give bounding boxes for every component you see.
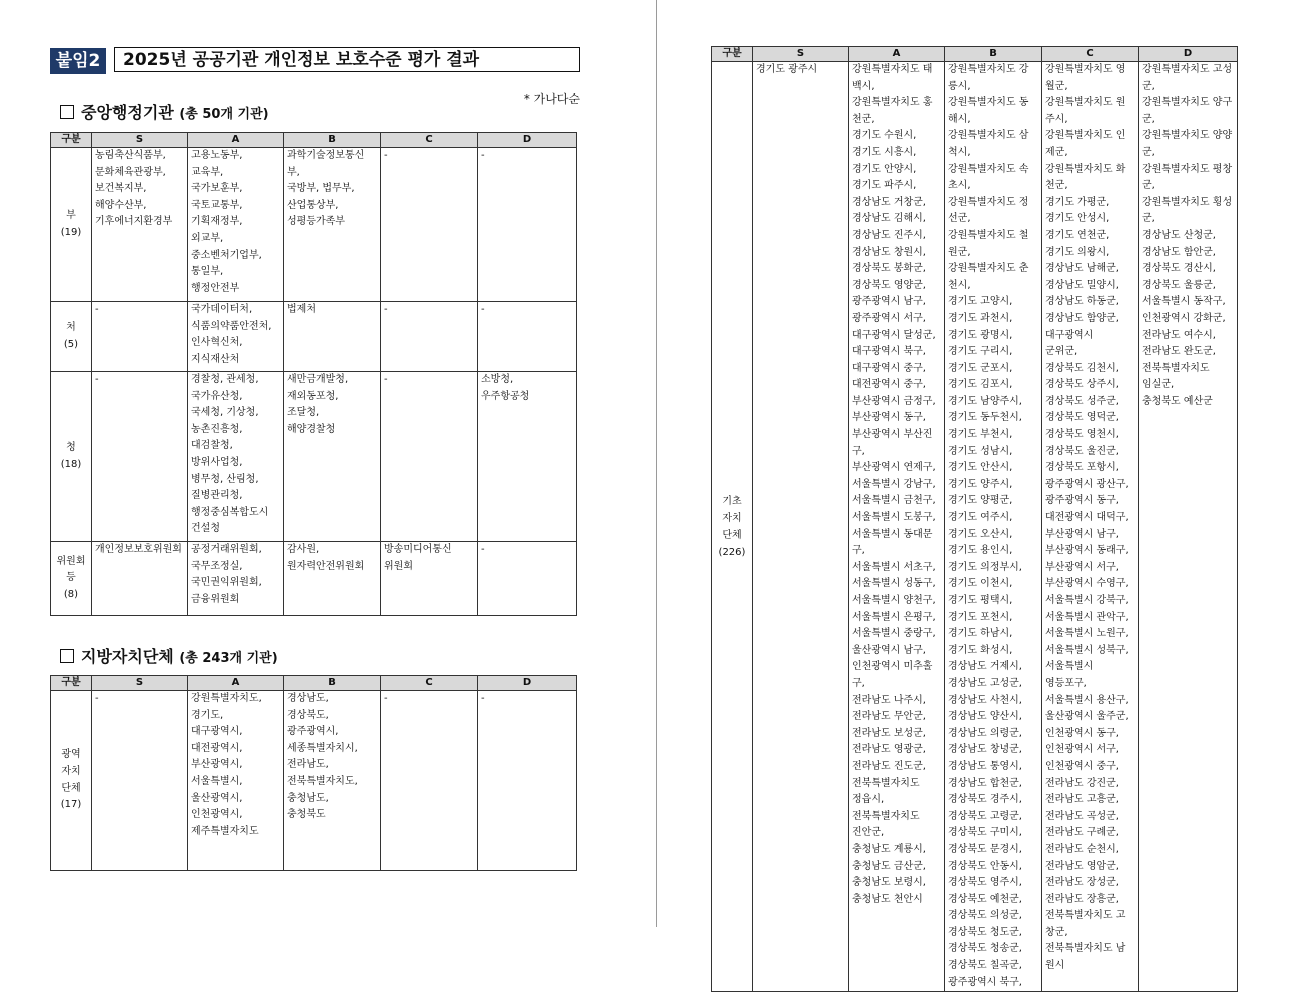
sort-note: * 가나다순: [523, 92, 580, 106]
grade-c-cell: -: [381, 148, 478, 302]
header-cell: 구분: [51, 133, 92, 148]
table-row: [712, 62, 1238, 992]
grade-a-cell: 국가데이터처, 식품의약품안전처, 인사혁신처, 지식재산처: [188, 302, 284, 372]
page-title: 2025년 공공기관 개인정보 보호수준 평가 결과: [114, 47, 580, 72]
grade-d-cell: 소방청, 우주항공청: [478, 372, 577, 542]
local-section-heading: [60, 644, 278, 667]
checkbox-icon: [60, 105, 74, 119]
grade-c-cell: -: [381, 691, 478, 871]
table-row: [51, 372, 577, 542]
table-row: [51, 691, 577, 871]
grade-s-cell: -: [92, 302, 188, 372]
header-cell: C: [381, 133, 478, 148]
basic-table-header: [712, 47, 1238, 62]
category-cell: 부 (19): [51, 148, 92, 302]
grade-d-cell: -: [478, 302, 577, 372]
grade-a-cell: 강원특별자치도, 경기도, 대구광역시, 대전광역시, 부산광역시, 서울특별시, 울산광역시, 인천광역시, 제주특별자치도: [188, 691, 284, 871]
title-bar: [50, 46, 583, 74]
local-table-header: [51, 676, 577, 691]
header-cell: D: [478, 133, 577, 148]
category-cell: 기초 자치 단체 (226): [712, 62, 753, 992]
grade-c-cell: -: [381, 302, 478, 372]
grade-a-cell: 고용노동부, 교육부, 국가보훈부, 국토교통부, 기획재정부, 외교부, 중소벤처기업부, 통일부, 행정안전부: [188, 148, 284, 302]
grade-d-cell: -: [478, 542, 577, 616]
grade-s-cell: 개인정보보호위원회: [92, 542, 188, 616]
grade-d-cell: 강원특별자치도 고성군, 강원특별자치도 양구군, 강원특별자치도 양양군, 강원특별자치도 평창군, 강원특별자치도 횡성군, 경상남도 산청군, 경상남도 함안군, 경상북도 경산시, 경상북도 울릉군, 서울특별시 동작구, 인천광역시 강화군, 전라남도 여수시, 전라남도 완도군, 전북특별자치도 임실군, 충청북도 예산군: [1139, 62, 1238, 992]
header-cell: S: [92, 133, 188, 148]
category-cell: 광역 자치 단체 (17): [51, 691, 92, 871]
grade-b-cell: 과학기술정보통신부, 국방부, 법무부, 산업통상부, 성평등가족부: [284, 148, 381, 302]
grade-c-cell: -: [381, 372, 478, 542]
category-cell: 처 (5): [51, 302, 92, 372]
header-cell: S: [92, 676, 188, 691]
table-row: [51, 542, 577, 616]
header-cell: D: [478, 676, 577, 691]
basic-table: [711, 46, 1238, 992]
header-cell: S: [753, 47, 849, 62]
header-cell: A: [849, 47, 945, 62]
grade-b-cell: 강원특별자치도 강릉시, 강원특별자치도 동해시, 강원특별자치도 삼척시, 강원특별자치도 속초시, 강원특별자치도 정선군, 강원특별자치도 철원군, 강원특별자치도 춘천시, 경기도 고양시, 경기도 과천시, 경기도 광명시, 경기도 구리시, 경기도 군포시, 경기도 김포시, 경기도 남양주시, 경기도 동두천시, 경기도 부천시, 경기도 성남시, 경기도 안산시, 경기도 양주시, 경기도 양평군, 경기도 여주시, 경기도 오산시, 경기도 용인시, 경기도 의정부시, 경기도 이천시, 경기도 평택시, 경기도 포천시, 경기도 하남시, 경기도 화성시, 경상남도 거제시, 경상남도 고성군, 경상남도 사천시, 경상남도 양산시, 경상남도 의령군, 경상남도 창녕군, 경상남도 통영시, 경상남도 합천군, 경상북도 경주시, 경상북도 고령군, 경상북도 구미시, 경상북도 문경시, 경상북도 안동시, 경상북도 영주시, 경상북도 예천군, 경상북도 의성군, 경상북도 청도군, 경상북도 청송군, 경상북도 칠곡군, 광주광역시 북구,: [945, 62, 1042, 992]
header-cell: B: [284, 133, 381, 148]
table-row: [51, 302, 577, 372]
header-cell: B: [945, 47, 1042, 62]
central-table-header: [51, 133, 577, 148]
grade-s-cell: 농림축산식품부, 문화체육관광부, 보건복지부, 해양수산부, 기후에너지환경부: [92, 148, 188, 302]
table-row: [51, 148, 577, 302]
grade-s-cell: -: [92, 372, 188, 542]
attachment-badge: 붙임2: [50, 48, 106, 74]
central-section-heading: [60, 100, 269, 123]
local-count: (총 243개 기관): [179, 651, 278, 666]
header-cell: C: [381, 676, 478, 691]
category-cell: 청 (18): [51, 372, 92, 542]
grade-d-cell: -: [478, 691, 577, 871]
grade-b-cell: 감사원, 원자력안전위원회: [284, 542, 381, 616]
header-cell: A: [188, 133, 284, 148]
grade-a-cell: 강원특별자치도 태백시, 강원특별자치도 홍천군, 경기도 수원시, 경기도 시흥시, 경기도 안양시, 경기도 파주시, 경상남도 거창군, 경상남도 김해시, 경상남도 진주시, 경상남도 창원시, 경상북도 봉화군, 경상북도 영양군, 광주광역시 남구, 광주광역시 서구, 대구광역시 달성군, 대구광역시 북구, 대구광역시 중구, 대전광역시 중구, 부산광역시 금정구, 부산광역시 동구, 부산광역시 부산진구, 부산광역시 연제구, 서울특별시 강남구, 서울특별시 금천구, 서울특별시 도봉구, 서울특별시 동대문구, 서울특별시 서초구, 서울특별시 성동구, 서울특별시 양천구, 서울특별시 은평구, 서울특별시 중랑구, 울산광역시 남구, 인천광역시 미추홀구, 전라남도 나주시, 전라남도 무안군, 전라남도 보성군, 전라남도 영광군, 전라남도 진도군, 전북특별자치도 정읍시, 전북특별자치도 진안군, 충청남도 계룡시, 충청남도 금산군, 충청남도 보령시, 충청남도 천안시: [849, 62, 945, 992]
header-cell: B: [284, 676, 381, 691]
page-divider: [656, 0, 657, 927]
central-heading-text: 중앙행정기관: [81, 103, 174, 122]
central-count: (총 50개 기관): [179, 107, 269, 122]
grade-c-cell: 방송미디어통신 위원회: [381, 542, 478, 616]
grade-a-cell: 공정거래위원회, 국무조정실, 국민권익위원회, 금융위원회: [188, 542, 284, 616]
local-table: [50, 675, 577, 871]
grade-b-cell: 새만금개발청, 재외동포청, 조달청, 해양경찰청: [284, 372, 381, 542]
grade-s-cell: 경기도 광주시: [753, 62, 849, 992]
grade-c-cell: 강원특별자치도 영월군, 강원특별자치도 원주시, 강원특별자치도 인제군, 강원특별자치도 화천군, 경기도 가평군, 경기도 안성시, 경기도 연천군, 경기도 의왕시, 경상남도 남해군, 경상남도 밀양시, 경상남도 하동군, 경상남도 함양군, 대구광역시 군위군, 경상북도 김천시, 경상북도 상주시, 경상북도 성주군, 경상북도 영덕군, 경상북도 영천시, 경상북도 울진군, 경상북도 포항시, 광주광역시 광산구, 광주광역시 동구, 대전광역시 대덕구, 부산광역시 남구, 부산광역시 동래구, 부산광역시 서구, 부산광역시 수영구, 서울특별시 강북구, 서울특별시 관악구, 서울특별시 노원구, 서울특별시 성북구, 서울특별시 영등포구, 서울특별시 용산구, 울산광역시 울주군, 인천광역시 동구, 인천광역시 서구, 인천광역시 중구, 전라남도 강진군, 전라남도 고흥군, 전라남도 곡성군, 전라남도 구례군, 전라남도 순천시, 전라남도 영암군, 전라남도 장성군, 전라남도 장흥군, 전북특별자치도 고창군, 전북특별자치도 남원시: [1042, 62, 1139, 992]
category-cell: 위원회 등 (8): [51, 542, 92, 616]
header-cell: C: [1042, 47, 1139, 62]
local-heading-text: 지방자치단체: [81, 647, 174, 666]
header-cell: 구분: [712, 47, 753, 62]
grade-b-cell: 경상남도, 경상북도, 광주광역시, 세종특별자치시, 전라남도, 전북특별자치도, 충청남도, 충청북도: [284, 691, 381, 871]
grade-a-cell: 경찰청, 관세청, 국가유산청, 국세청, 기상청, 농촌진흥청, 대검찰청, 방위사업청, 병무청, 산림청, 질병관리청, 행정중심복합도시 건설청: [188, 372, 284, 542]
grade-b-cell: 법제처: [284, 302, 381, 372]
grade-d-cell: -: [478, 148, 577, 302]
header-cell: A: [188, 676, 284, 691]
header-cell: 구분: [51, 676, 92, 691]
checkbox-icon: [60, 649, 74, 663]
grade-s-cell: -: [92, 691, 188, 871]
header-cell: D: [1139, 47, 1238, 62]
central-table: [50, 132, 577, 616]
